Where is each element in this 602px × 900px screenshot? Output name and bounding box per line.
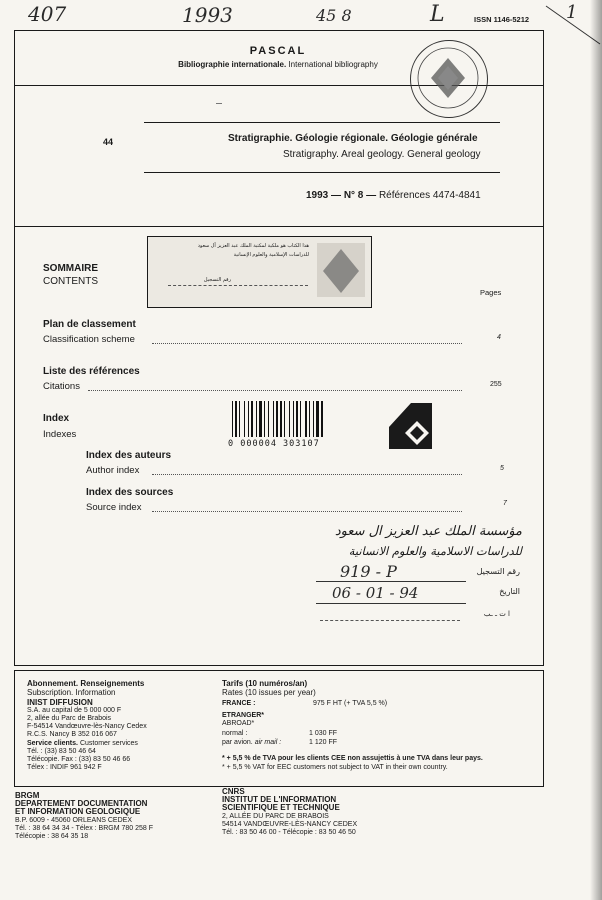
subscription-line: S.A. au capital de 5 000 000 F: [27, 707, 122, 714]
handwritten-year: 1993: [182, 3, 233, 27]
contents-divider: [14, 226, 543, 227]
barcode-bar: [280, 401, 282, 437]
subscription-tel: Tél. : (33) 83 50 46 64: [27, 748, 96, 755]
barcode-bar: [256, 401, 257, 437]
barcode-bar: [309, 401, 310, 437]
vat-note-fr: * + 5,5 % de TVA pour les clients CEE non assujettis à une TVA dans leur pays.: [222, 755, 483, 762]
rate-normal-value: 1 030 FF: [309, 730, 338, 737]
issn: ISSN 1146-5212: [474, 15, 530, 24]
subscription-telex: Télex : INDIF 961 942 F: [27, 764, 102, 771]
barcode-bar: [273, 401, 274, 437]
issue-line: 1993 — N° 8 — Références 4474-4841: [306, 190, 481, 201]
journal-title: PASCAL: [249, 45, 307, 57]
barcode-bar: [289, 401, 290, 437]
subscription-title-en: Subscription. Information: [27, 688, 116, 697]
barcode-bar: [268, 401, 269, 437]
footer-left-fax: Télécopie : 38 64 35 18: [15, 833, 89, 840]
date-label: التاريخ: [499, 587, 520, 596]
rate-abroad-en: ABROAD*: [222, 720, 255, 727]
barcode-bar: [259, 401, 262, 437]
stamp-line-3: رقم التسجيل: [203, 277, 231, 283]
toc-leader: [152, 474, 462, 475]
subtitle-fr: Bibliographie internationale.: [178, 60, 287, 69]
rate-france-value: 975 F HT (+ TVA 5,5 %): [313, 700, 388, 707]
barcode-bar: [313, 401, 314, 437]
registration-stamp-line-1: مؤسسة الملك عبد العزيز ال سعود: [334, 524, 522, 539]
contents-heading-fr: SOMMAIRE: [43, 263, 98, 274]
section-rule-top: [144, 122, 500, 123]
rate-air-label: [222, 739, 281, 747]
handwritten-corner: 1: [566, 2, 578, 23]
footer-right-tel: Tél. : 83 50 46 00 - Télécopie : 83 50 46 50: [222, 829, 356, 836]
registration-stamp-line-2: للدراسات الاسلامية والعلوم الانسانية: [348, 544, 522, 558]
toc-index-en: Indexes: [43, 429, 77, 440]
toc-classification-en: Classification scheme: [43, 334, 135, 345]
issue-number: N° 8: [343, 190, 364, 201]
rate-france-label: FRANCE :: [222, 700, 256, 707]
barcode-bar: [248, 401, 249, 437]
rate-air-label-fr: par avion.: [222, 739, 253, 746]
toc-page: 255: [490, 381, 502, 388]
handwritten-mid: 45 8: [316, 6, 352, 25]
barcode-bar: [235, 401, 237, 437]
stamp-line-2: للدراسات الإسلامية والعلوم الإنسانية: [233, 252, 309, 258]
customer-service: [27, 740, 138, 748]
rate-air-label-en: air mail :: [254, 739, 282, 746]
toc-page: 5: [500, 465, 504, 472]
barcode-bar: [293, 401, 294, 437]
barcode-bar: [305, 401, 307, 437]
subscription-line: 2, allée du Parc de Brabois: [27, 715, 112, 722]
issue-year: 1993: [306, 190, 329, 201]
footer-right-address-1: 2, ALLÉE DU PARC DE BRABOIS: [222, 813, 329, 820]
subtitle-en: International bibliography: [288, 60, 378, 69]
footer-left-dept-2: ET INFORMATION GEOLOGIQUE: [15, 807, 141, 816]
toc-leader: [152, 511, 462, 512]
barcode-bar: [251, 401, 253, 437]
barcode-bar: [264, 401, 265, 437]
footer-left-name: BRGM: [15, 791, 40, 800]
subscription-line: R.C.S. Nancy B 352 016 067: [27, 731, 117, 738]
barcode-bar: [284, 401, 285, 437]
customer-service-fr: Service clients.: [27, 740, 78, 747]
customer-service-en: Customer services: [79, 740, 138, 747]
barcode-digits: 0 000004 303107: [228, 439, 320, 449]
footer-left-dept-1: DEPARTEMENT DOCUMENTATION: [15, 799, 148, 808]
toc-source-index-fr: Index des sources: [86, 487, 174, 498]
barcode-bar: [244, 401, 245, 437]
vat-note-en: * + 5,5 % VAT for EEC customers not subject to VAT in their own country.: [222, 764, 448, 771]
pages-label: Pages: [480, 288, 502, 297]
barcode-bar: [296, 401, 298, 437]
stamp-fill-line: [168, 285, 308, 286]
library-seal: [410, 40, 488, 118]
subscription-fax: Télécopie. Fax : (33) 83 50 46 66: [27, 756, 131, 763]
library-stamp-box: [147, 236, 372, 308]
footer-left-tel: Tél. : 38 64 34 34 - Télex : BRGM 780 258 F: [15, 825, 153, 832]
rate-abroad-fr: ETRANGER*: [222, 712, 265, 719]
toc-page: 7: [503, 500, 507, 507]
section-rule-bottom: [144, 172, 500, 173]
extra-line: [320, 620, 460, 621]
footer-right-inst-2: SCIENTIFIQUE ET TECHNIQUE: [222, 803, 340, 812]
reference-range: Références 4474-4841: [378, 190, 481, 201]
faint-mark: [216, 103, 222, 104]
toc-author-index-en: Author index: [86, 465, 140, 476]
toc-page: 4: [497, 334, 501, 341]
toc-leader: [88, 390, 462, 391]
handwritten-mark: L: [430, 2, 445, 27]
reg-number-label: رقم التسجيل: [476, 567, 520, 576]
subscription-title-fr: Abonnement. Renseignements: [27, 679, 145, 688]
barcode-bar: [239, 401, 240, 437]
scan-edge-shadow: [590, 0, 602, 900]
barcode: [228, 401, 380, 451]
subscription-line: F-54514 Vandœuvre-lès-Nancy Cedex: [27, 723, 147, 730]
reg-number-value: 919 - P: [340, 562, 397, 581]
toc-classification-fr: Plan de classement: [43, 319, 136, 330]
toc-author-index-fr: Index des auteurs: [86, 450, 172, 461]
handwritten-number: 407: [28, 2, 67, 26]
footer-right-inst-1: INSTITUT DE L'INFORMATION: [222, 795, 337, 804]
date-value: 06 - 01 - 94: [332, 584, 419, 602]
subscription-org: INIST DIFFUSION: [27, 698, 93, 707]
date-underline: [316, 603, 466, 604]
rate-air-value: 1 120 FF: [309, 739, 338, 746]
rates-title-fr: Tarifs (10 numéros/an): [222, 679, 308, 688]
toc-leader: [152, 343, 462, 344]
barcode-bar: [276, 401, 278, 437]
contents-heading-en: CONTENTS: [43, 276, 98, 287]
toc-source-index-en: Source index: [86, 502, 142, 513]
barcode-bars: [228, 401, 380, 439]
footer-left-address: B.P. 6009 - 45060 ORLEANS CEDEX: [15, 817, 132, 824]
section-number: 44: [103, 137, 114, 147]
reg-number-underline: [316, 581, 466, 582]
footer-right-name: CNRS: [222, 787, 245, 796]
section-title-en: Stratigraphy. Areal geology. General geology: [283, 149, 481, 160]
section-title-fr: Stratigraphie. Géologie régionale. Géologie générale: [228, 133, 478, 144]
rate-normal-label: normal :: [222, 730, 248, 737]
toc-references-fr: Liste des références: [43, 366, 140, 377]
toc-references-en: Citations: [43, 381, 80, 392]
stamp-line-1: هذا الكتاب هو ملكية لمكتبة الملك عبد العزيز آل سعود: [197, 243, 309, 249]
seal-emblem-icon: [410, 40, 486, 116]
extra-label: ا ت ـ ـب: [483, 610, 510, 618]
toc-index-fr: Index: [43, 413, 70, 424]
barcode-bar: [232, 401, 233, 437]
rates-title-en: Rates (10 issues per year): [222, 688, 316, 697]
barcode-bar: [316, 401, 319, 437]
barcode-bar: [321, 401, 323, 437]
footer-right-address-2: 54514 VANDŒUVRE-LÈS-NANCY CEDEX: [222, 821, 358, 828]
stamp-seal-icon: [315, 241, 367, 299]
barcode-bar: [300, 401, 301, 437]
publisher-logo-icon: [389, 403, 432, 449]
